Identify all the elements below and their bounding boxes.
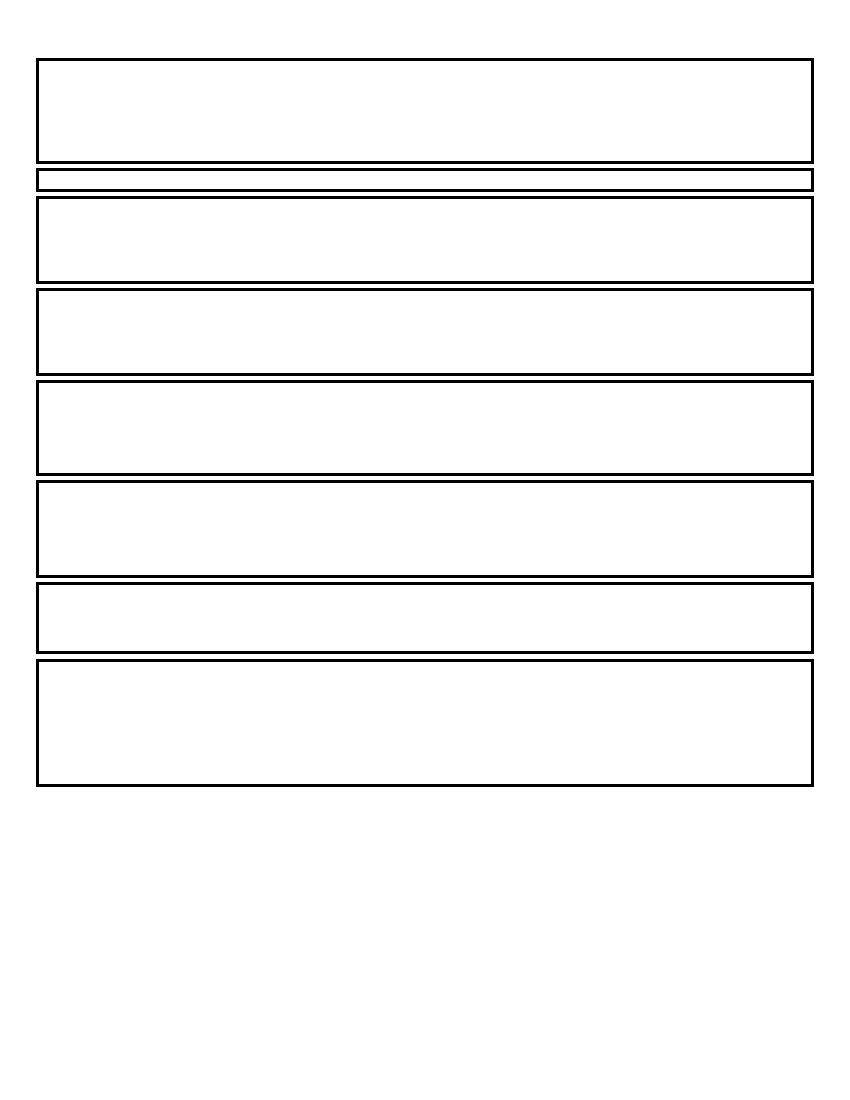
how-many-table: [36, 58, 814, 164]
subtraction-table: [36, 288, 814, 376]
missing-numbers-box: [36, 168, 814, 192]
counting-coins-table: [36, 480, 814, 578]
making-change-problems: [36, 659, 814, 787]
money-recognition-table: [36, 380, 814, 476]
making-change-menu: [36, 582, 814, 654]
addition-table: [36, 196, 814, 284]
